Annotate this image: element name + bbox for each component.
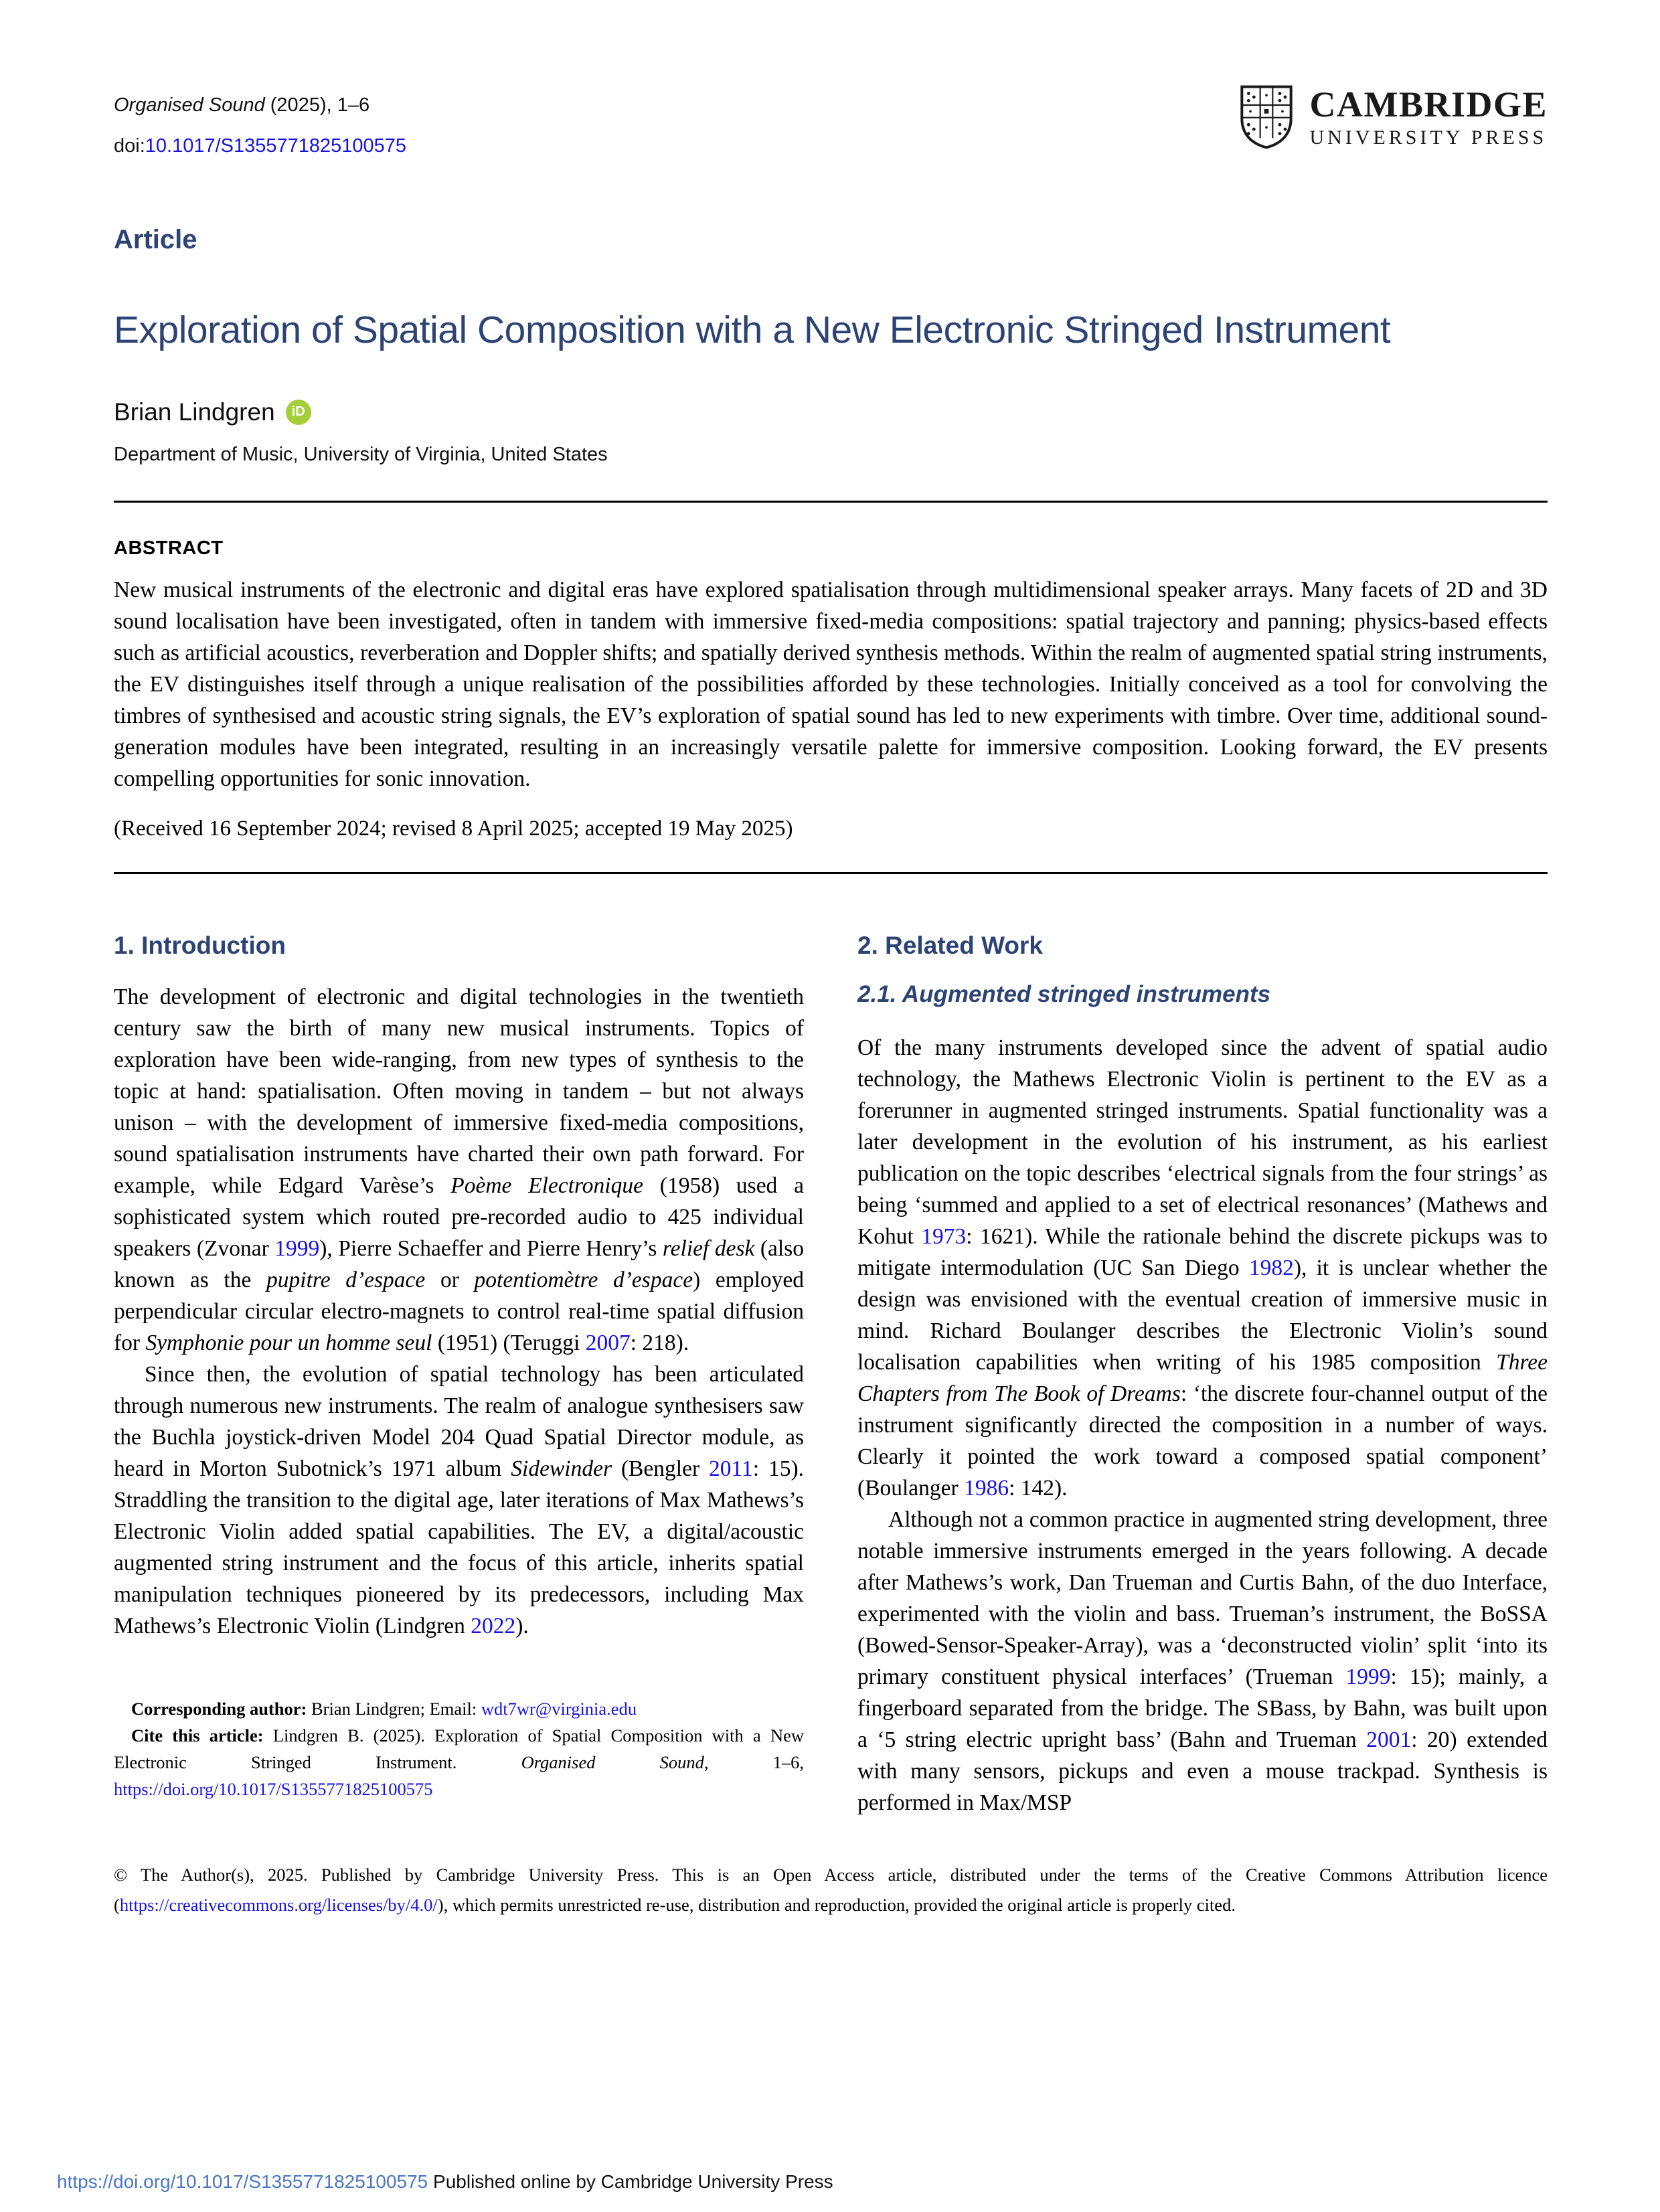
text-segment: ), Pierre Schaeffer and Pierre Henry’s <box>319 1236 663 1262</box>
publication-info <box>114 94 406 175</box>
page-title: Exploration of Spatial Composition with a New Electronic Stringed Instrument <box>114 308 1391 351</box>
text-segment: Since then, the evolution of spatial technology has been articulated through numerous new instruments. The realm of analogue synthesisers saw the Buchla joystick-driven Model 204 Quad Spatial Director module, as heard in Morton Subotnick’s 1971 album <box>114 1362 804 1482</box>
cup-wordmark-top: CAMBRIDGE <box>1309 84 1548 124</box>
text-segment: or <box>425 1268 475 1293</box>
inline-link[interactable]: 2022 <box>471 1614 516 1639</box>
cup-shield-icon <box>1240 84 1293 150</box>
text-segment: (1951) (Teruggi <box>432 1331 586 1356</box>
text-segment: Organised Sound <box>521 1752 704 1773</box>
cup-wordmark-bottom: UNIVERSITY PRESS <box>1309 126 1548 149</box>
footer-doi-link[interactable]: https://doi.org/10.1017/S1355771825100575 <box>57 2171 428 2192</box>
text-segment: ) employed perpendicular circular electro-magnets to control real-time spatial diffusion for <box>114 1268 805 1356</box>
article-label: Article <box>114 224 197 254</box>
cup-logo <box>1240 84 1548 150</box>
text-segment: (Bengler <box>612 1456 709 1482</box>
copyright-notice <box>114 1860 1548 1920</box>
text-segment: Poème Electronique <box>450 1173 643 1199</box>
abstract-heading: ABSTRACT <box>114 537 224 559</box>
inline-link[interactable]: 1982 <box>1248 1256 1294 1281</box>
received-dates: (Received 16 September 2024; revised 8 April 2025; accepted 19 May 2025) <box>114 817 793 841</box>
page-content <box>114 84 1548 1938</box>
doi-line <box>114 135 406 158</box>
text-segment: Cite this article: <box>131 1725 264 1746</box>
footnote-corresponding-author <box>114 1695 804 1722</box>
text-segment: Corresponding author: <box>131 1699 307 1719</box>
related-work-paragraph-2 <box>857 1504 1548 1818</box>
text-segment: (1958) used a sophisticated system which routed pre-recorded audio to 425 individual speakers (Zvonar <box>114 1173 804 1262</box>
author-name: Brian Lindgren <box>114 398 275 426</box>
divider <box>114 501 1548 503</box>
text-segment: (also known as the <box>114 1236 804 1293</box>
text-segment: : 1621). While the rationale behind the discrete pickups was to mitigate intermodulation (UC San Diego <box>857 1224 1548 1281</box>
text-segment: Although not a common practice in augmented string development, three notable immersive instruments emerged in the years following. A decade after Mathews’s work, Dan Trueman and Curtis Bahn, of the duo Interface, experimented with the violin and bass. Trueman’s instrument, the BoSSA (Bowed-Sensor-Speaker-Array), was a ‘deconstructed violin’ split ‘into its primary constituent physical interfaces’ (Trueman <box>857 1507 1548 1690</box>
footnote-cite-this-article <box>114 1722 804 1802</box>
inline-link[interactable]: 2001 <box>1366 1727 1412 1753</box>
text-segment: relief desk <box>662 1236 755 1262</box>
journal-line <box>114 94 406 117</box>
page-footer <box>57 2171 833 2193</box>
inline-link[interactable]: 1973 <box>921 1224 967 1250</box>
divider <box>114 872 1548 874</box>
related-work-paragraph-1 <box>857 1032 1548 1504</box>
text-segment: : 15); mainly, a fingerboard separated from the bridge. The SBass, by Bahn, was built upon a ‘5 string electric upright bass’ (Bahn and Trueman <box>857 1665 1548 1753</box>
text-segment: The development of electronic and digital technologies in the twentieth century saw the birth of many new musical instruments. Topics of exploration have been wide-ranging, from new types of synthesis to the topic at hand: spatialisation. Often moving in tandem – but not always unison – with the development of immersive fixed-media compositions, sound spatialisation instruments have charted their own path forward. For example, while Edgard Varèse’s <box>114 985 804 1199</box>
text-segment: , 1–6, <box>703 1752 805 1773</box>
inline-link[interactable]: wdt7wr@virginia.edu <box>481 1699 637 1719</box>
text-segment: Sidewinder <box>511 1456 612 1482</box>
inline-link[interactable]: 1999 <box>1345 1665 1391 1690</box>
byline <box>114 398 1548 426</box>
cup-wordmark <box>1309 86 1548 148</box>
text-segment: Of the many instruments developed since the advent of spatial audio technology, the Mathews Electronic Violin is pertinent to the EV as a forerunner in augmented stringed instruments. Spatial functionality was a later development in the evolution of his instrument, as his earliest publication on the topic describes ‘electrical signals from the four strings’ as being ‘summed and applied to a set of electrical resonances’ (Mathews and Kohut <box>857 1035 1548 1250</box>
footer-published-note: Published online by Cambridge University Press <box>428 2171 833 2192</box>
text-segment: : 20) extended with many sensors, pickups and even a mouse trackpad. Synthesis is performed in Max/MSP <box>857 1727 1548 1816</box>
affiliation: Department of Music, University of Virginia, United States <box>114 443 608 465</box>
body-columns <box>114 932 1548 1818</box>
inline-link[interactable]: 2011 <box>709 1456 753 1482</box>
section-heading-introduction: 1. Introduction <box>114 932 286 960</box>
left-column <box>114 932 804 1802</box>
text-segment: : 142). <box>1009 1476 1068 1501</box>
orcid-icon[interactable]: iD <box>286 400 311 425</box>
inline-link[interactable]: https://creativecommons.org/licenses/by/4.0/ <box>119 1895 438 1916</box>
doi-link[interactable]: 10.1017/S1355771825100575 <box>145 135 407 157</box>
text-segment: potentiomètre d’espace <box>474 1268 693 1293</box>
intro-paragraph-1 <box>114 981 804 1359</box>
footnote-block <box>114 1695 804 1802</box>
abstract-text: New musical instruments of the electronic and digital eras have explored spatialisation through multidimensional speaker arrays. Many facets of 2D and 3D sound localisation have been investigated, often in tandem with immersive fixed-media compositions: spatial trajectory and panning; physics-based effects such as artificial acoustics, reverberation and Doppler shifts; and spatially derived synthesis methods. Within the realm of augmented spatial string instruments, the EV distinguishes itself through a unique realisation of the possibilities afforded by these technologies. Initially conceived as a tool for convolving the timbres of synthesised and acoustic string signals, the EV’s exploration of spatial sound has led to new experiments with timbre. Over time, additional sound-generation modules have been integrated, resulting in an increasingly versatile palette for immersive composition. Looking forward, the EV presents compelling opportunities for sonic innovation. <box>114 577 1548 791</box>
text-segment: Three Chapters from The Book of Dreams <box>857 1350 1548 1407</box>
text-segment: Lindgren B. (2025). Exploration of Spatial Composition with a New Electronic Stringed Instrument. <box>114 1725 804 1773</box>
text-segment: : ‘the discrete four-channel output of the instrument significantly directed the composition in a number of ways. Clearly it pointed the work toward a composed spatial component’ (Boulanger <box>857 1381 1548 1501</box>
masthead <box>114 84 1548 175</box>
text-segment: Brian Lindgren; Email: <box>307 1699 481 1719</box>
text-segment: © The Author(s), 2025. Published by Cambridge University Press. This is an Open Access article, distributed under the terms of the Creative Commons Attribution licence ( <box>114 1865 1548 1916</box>
inline-link[interactable]: 1999 <box>274 1236 320 1262</box>
text-segment: Organised Sound <box>114 94 265 116</box>
text-segment: ). <box>515 1614 529 1639</box>
inline-link[interactable]: https://doi.org/10.1017/S1355771825100575 <box>114 1779 433 1800</box>
text-segment: Symphonie pour un homme seul <box>145 1331 432 1356</box>
right-column <box>857 932 1548 1818</box>
inline-link[interactable]: 1986 <box>964 1476 1009 1501</box>
text-segment: (2025), 1–6 <box>264 94 370 116</box>
doi-label: doi: <box>114 135 145 157</box>
text-segment: : 218). <box>630 1331 689 1356</box>
text-segment: ), which permits unrestricted re-use, distribution and reproduction, provided the original article is properly cited. <box>437 1895 1236 1916</box>
intro-paragraph-2 <box>114 1359 804 1642</box>
section-heading-related-work: 2. Related Work <box>857 932 1043 960</box>
text-segment: ), it is unclear whether the design was envisioned with the eventual creation of immersive music in mind. Richard Boulanger describes the Electronic Violin’s sound localisation capabilities when writing of his 1985 composition <box>857 1256 1548 1375</box>
text-segment: : 15). Straddling the transition to the digital age, later iterations of Max Mathews’s Electronic Violin added spatial capabilities. The EV, a digital/acoustic augmented string instrument and the focus of this article, inherits spatial manipulation techniques pioneered by its predecessors, including Max Mathews’s Electronic Violin (Lindgren <box>114 1456 804 1639</box>
text-segment: pupitre d’espace <box>266 1268 426 1293</box>
subsection-heading-augmented-stringed-instruments: 2.1. Augmented stringed instruments <box>857 981 1271 1008</box>
inline-link[interactable]: 2007 <box>585 1331 631 1356</box>
